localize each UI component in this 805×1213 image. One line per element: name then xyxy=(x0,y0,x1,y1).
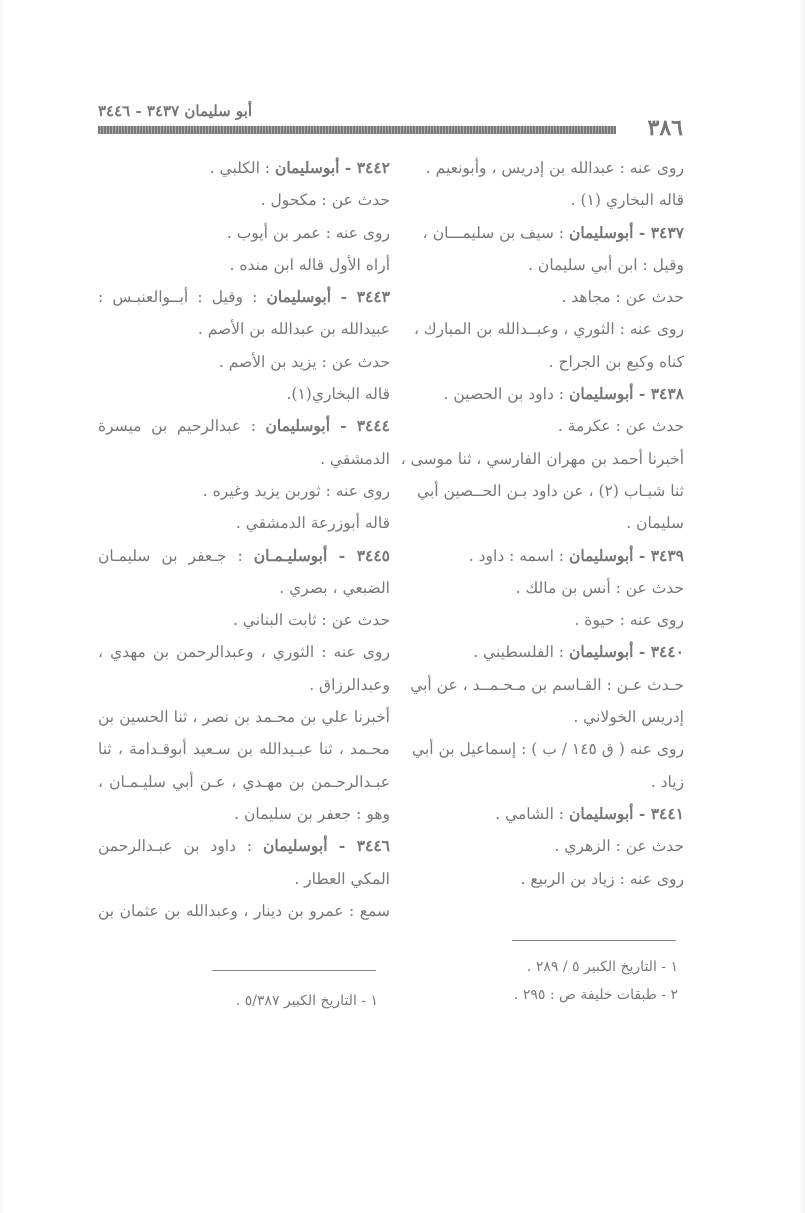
text-line: أخبرنا علي بن محـمد بن نصر ، ثنا الحسين بن xyxy=(98,708,390,727)
text-line: روى عنه : الثوري ، وعبدالرحمن بن مهدي ، xyxy=(98,643,390,662)
entry-number: ٣٤٣٧ - xyxy=(633,222,684,242)
running-title-name: أبو سليمان xyxy=(184,102,253,120)
text-line: حدث عن : يزيد بن الأصم . xyxy=(218,352,390,371)
text-line: المكي العطار . xyxy=(294,869,390,888)
text-line: روى عنه : ثوربن يزيد وغيره . xyxy=(202,481,390,500)
text-line: قاله البخاري(١). xyxy=(286,385,390,404)
left-column xyxy=(98,152,390,927)
entry-number: ٣٤٤٥ - xyxy=(327,545,390,565)
text-line: قاله أبوزرعة الدمشقي . xyxy=(235,514,390,533)
entry-rest: : جـعفر بن سليمـان xyxy=(98,546,254,565)
entry-rest: : داود بن الحصين . xyxy=(443,385,569,404)
text-line: ثنا شبـاب (٢) ، عن داود بـن الحــصين أبي xyxy=(417,481,684,500)
entry-rest: : الكلبي . xyxy=(209,159,275,177)
text-line: روى عنه : عبدالله بن إدريس ، وأبونعيم . xyxy=(425,159,684,177)
entry-heading xyxy=(434,798,684,830)
entry-name: أبوسليمان xyxy=(568,642,634,662)
text-line: حدث عن : أنس بن مالك . xyxy=(515,578,684,597)
entry-heading xyxy=(98,540,390,572)
text-line: الدمشقي . xyxy=(320,449,390,468)
text-line: عبيدالله بن عبدالله بن الأصم . xyxy=(197,320,390,339)
text-line: حدث عن : مجاهد . xyxy=(561,288,684,307)
text-line: محـمد ، ثنا عبـيدالله بن سـعيد أبوقـدامة ، ثنا xyxy=(98,740,390,759)
entry-name: أبوسليمان xyxy=(274,158,340,177)
footnote-divider xyxy=(512,940,676,941)
entry-name: أبوسليمان xyxy=(568,384,634,404)
entry-number: ٣٤٤٢ - xyxy=(339,158,390,177)
text-line: حدث عن : مكحول . xyxy=(260,191,390,210)
text-line: أخبرنا أحمد بن مهران الفارسي ، ثنا موسى ، xyxy=(400,449,684,468)
entry-number: ٣٤٤٤ - xyxy=(330,416,390,436)
right-column xyxy=(400,152,684,895)
right-footnotes xyxy=(434,953,678,1009)
text-line: حـدث عـن : القـاسم بن مـحـمــد ، عن أبي xyxy=(410,675,684,694)
entry-name: أبوسليمان xyxy=(266,287,332,307)
text-line: أراه الأول قاله ابن منده . xyxy=(229,255,390,274)
text-line: روى عنه : حيوة . xyxy=(574,611,684,630)
text-line: سمع : عمرو بن دينار ، وعبدالله بن عثمان بن xyxy=(98,901,390,920)
left-footnotes xyxy=(200,987,378,1015)
entry-name: أبوسليمان xyxy=(568,545,634,565)
running-header xyxy=(98,96,683,142)
entry-rest: : الشامي . xyxy=(495,804,569,823)
text-line: وهو : جعفر بن سليمان . xyxy=(234,804,390,823)
footnote: ١ - التاريخ الكبير ٥ / ٢٨٩ . xyxy=(526,959,678,975)
entry-name: أبوسليـمـان xyxy=(253,545,328,565)
text-line: عبـدالرحـمن بن مهـدي ، عـن أبي سليـمـان ، xyxy=(98,772,390,791)
entry-number: ٣٤٣٨ - xyxy=(633,384,684,404)
entry-heading xyxy=(98,410,390,442)
text-line: سليمان . xyxy=(626,514,684,533)
entry-heading xyxy=(434,636,684,668)
text-line: زياد . xyxy=(650,772,684,791)
entry-heading xyxy=(434,540,684,572)
text-line: روى عنه : عمر بن أيوب . xyxy=(226,223,390,242)
entry-rest: : اسمه : داود . xyxy=(468,546,569,565)
text-line: روى عنه : زياد بن الربيع . xyxy=(520,869,684,888)
footnote: ٢ - طبقات خليفة ص : ٢٩٥ . xyxy=(513,987,678,1003)
entry-heading xyxy=(98,281,390,313)
entry-name: أبوسليمان xyxy=(263,836,328,856)
entry-heading xyxy=(98,152,390,184)
entry-name: أبوسليمان xyxy=(265,416,331,436)
page-number: ٣٨٦ xyxy=(647,115,683,141)
text-line: روى عنه ( ق ١٤٥ / ب ) : إسماعيل بن أبي xyxy=(412,740,684,759)
entry-rest: : داود بن عبـدالرحمن xyxy=(98,837,264,856)
entry-rest: : الفلسطيني . xyxy=(473,643,569,662)
entry-heading xyxy=(422,217,684,249)
entry-heading xyxy=(434,378,684,410)
footnote: ١ - التاريخ الكبير ٥/٣٨٧ . xyxy=(235,993,378,1009)
entry-rest: : سيف بن سليمـــان ، xyxy=(422,223,569,242)
header-ornament-rule xyxy=(98,126,616,134)
text-line: الضبعي ، بصري . xyxy=(279,578,390,597)
entry-name: أبوسليمان xyxy=(568,803,634,823)
entry-rest: : وقيل : أبــوالعنبـس : xyxy=(98,288,267,307)
entry-number: ٣٤٤٦ - xyxy=(327,836,390,856)
text-line: وعبدالرزاق . xyxy=(309,675,390,694)
entry-name: أبوسليمان xyxy=(568,222,634,242)
text-line: روى عنه : الثوري ، وعبــدالله بن المبارك ، xyxy=(413,320,684,339)
text-line: حدث عن : عكرمة . xyxy=(557,417,684,436)
text-line: قاله البخاري (١) . xyxy=(570,191,684,210)
entry-number: ٣٤٤٣ - xyxy=(331,287,390,307)
entry-number: ٣٤٤٠ - xyxy=(633,642,684,662)
text-line: وقيل : ابن أبي سليمان . xyxy=(528,255,684,274)
running-title xyxy=(98,102,252,120)
running-title-range: ٣٤٣٧ - ٣٤٤٦ xyxy=(98,102,180,120)
entry-rest: : عبدالرحيم بن ميسرة xyxy=(98,417,266,436)
text-line: إدريس الخولاني . xyxy=(573,708,684,727)
entry-number: ٣٤٤١ - xyxy=(633,803,684,823)
text-line: حدث عن : الزهري . xyxy=(554,837,684,856)
entry-heading xyxy=(98,830,390,862)
text-line: حدث عن : ثابت البناني . xyxy=(232,611,390,630)
footnote-divider xyxy=(212,970,376,971)
entry-number: ٣٤٣٩ - xyxy=(633,545,684,565)
text-line: كناه وكيع بن الجراح . xyxy=(548,352,684,371)
